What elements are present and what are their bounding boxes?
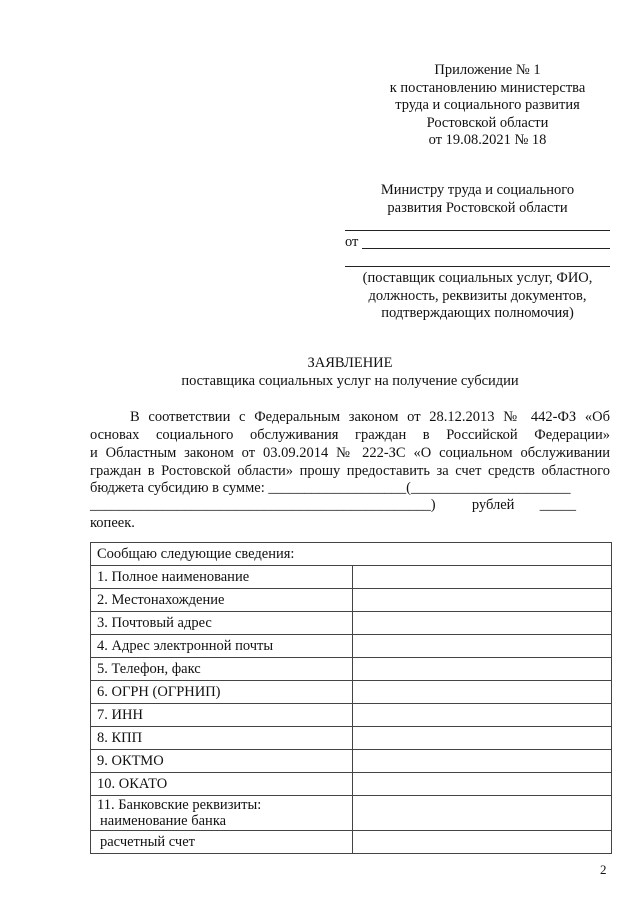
addressee-block bbox=[345, 182, 610, 217]
from-label: от bbox=[345, 234, 359, 250]
body-line: бюджета субсидию в сумме: ___________________(______________________ bbox=[90, 480, 571, 496]
row-value-cell[interactable] bbox=[353, 704, 612, 727]
row-label: 1. Полное наименование bbox=[91, 566, 353, 589]
table-row-account bbox=[91, 831, 612, 854]
row-label: 10. ОКАТО bbox=[91, 773, 353, 796]
body-line: и Областным законом от 03.09.2014 № 222-ЗС «О социальном обслуживании bbox=[90, 445, 610, 461]
table-row bbox=[91, 681, 612, 704]
table-row bbox=[91, 750, 612, 773]
row-label: 2. Местонахождение bbox=[91, 589, 353, 612]
row-value-cell[interactable] bbox=[353, 612, 612, 635]
body-line: копеек. bbox=[90, 515, 135, 531]
document-subtitle: поставщика социальных услуг на получение субсидии bbox=[181, 373, 519, 389]
bank-name-label: наименование банка bbox=[100, 813, 227, 829]
addressee-line: Министру труда и социального bbox=[380, 182, 575, 198]
bank-details-title: 11. Банковские реквизиты: bbox=[97, 797, 262, 813]
supplier-blank-line bbox=[345, 266, 610, 267]
supplier-note-line: должность, реквизиты документов, bbox=[368, 287, 587, 304]
document-title: ЗАЯВЛЕНИЕ bbox=[307, 355, 393, 371]
body-line: граждан в Ростовской области» прошу предоставить за счет средств областного bbox=[90, 463, 610, 479]
table-row bbox=[91, 727, 612, 750]
appendix-line: труда и социального развития bbox=[395, 97, 580, 113]
appendix-line: Ростовской области bbox=[426, 114, 549, 131]
row-label: 3. Почтовый адрес bbox=[91, 612, 353, 635]
row-label: 8. КПП bbox=[91, 727, 353, 750]
table-header-row bbox=[91, 543, 612, 566]
appendix-line: к постановлению министерства bbox=[389, 79, 586, 96]
appendix-line: Приложение № 1 bbox=[434, 62, 541, 78]
page-number: 2 bbox=[600, 862, 607, 877]
row-label: 4. Адрес электронной почты bbox=[91, 635, 353, 658]
supplier-note-line: (поставщик социальных услуг, ФИО, bbox=[362, 270, 593, 286]
row-value-cell[interactable] bbox=[353, 589, 612, 612]
supplier-note-line: подтверждающих полномочия) bbox=[381, 305, 574, 321]
table-row bbox=[91, 589, 612, 612]
body-line: В соответствии с Федеральным законом от 28.12.2013 № 442-ФЗ «Об bbox=[130, 409, 610, 425]
account-label: расчетный счет bbox=[91, 831, 353, 854]
table-row-bank bbox=[91, 796, 612, 831]
row-value-cell[interactable] bbox=[353, 773, 612, 796]
addressee-blank-line bbox=[345, 230, 610, 231]
row-label: 7. ИНН bbox=[91, 704, 353, 727]
appendix-line: от 19.08.2021 № 18 bbox=[428, 132, 547, 148]
info-table bbox=[90, 542, 612, 854]
table-header: Сообщаю следующие сведения: bbox=[91, 543, 612, 566]
row-value-cell[interactable] bbox=[353, 727, 612, 750]
bank-label-cell bbox=[91, 796, 353, 831]
table-row bbox=[91, 704, 612, 727]
row-value-cell[interactable] bbox=[353, 750, 612, 773]
row-value-cell[interactable] bbox=[353, 566, 612, 589]
table-row bbox=[91, 658, 612, 681]
row-value-cell[interactable] bbox=[353, 635, 612, 658]
row-label: 5. Телефон, факс bbox=[91, 658, 353, 681]
addressee-line: развития Ростовской области bbox=[387, 199, 568, 216]
table-row bbox=[91, 612, 612, 635]
table-row bbox=[91, 635, 612, 658]
table-row bbox=[91, 566, 612, 589]
body-line: основах социального обслуживания граждан в Российской Федерации» bbox=[90, 427, 610, 443]
table-row bbox=[91, 773, 612, 796]
row-label: 9. ОКТМО bbox=[91, 750, 353, 773]
row-value-cell[interactable] bbox=[353, 658, 612, 681]
row-label: 6. ОГРН (ОГРНИП) bbox=[91, 681, 353, 704]
from-blank-line bbox=[362, 248, 610, 249]
account-value-cell[interactable] bbox=[353, 831, 612, 854]
body-line: _______________________________________________) рублей _____ bbox=[90, 497, 577, 513]
appendix-block bbox=[360, 62, 615, 150]
row-value-cell[interactable] bbox=[353, 681, 612, 704]
bank-name-value-cell[interactable] bbox=[353, 796, 612, 831]
supplier-note bbox=[345, 270, 610, 323]
